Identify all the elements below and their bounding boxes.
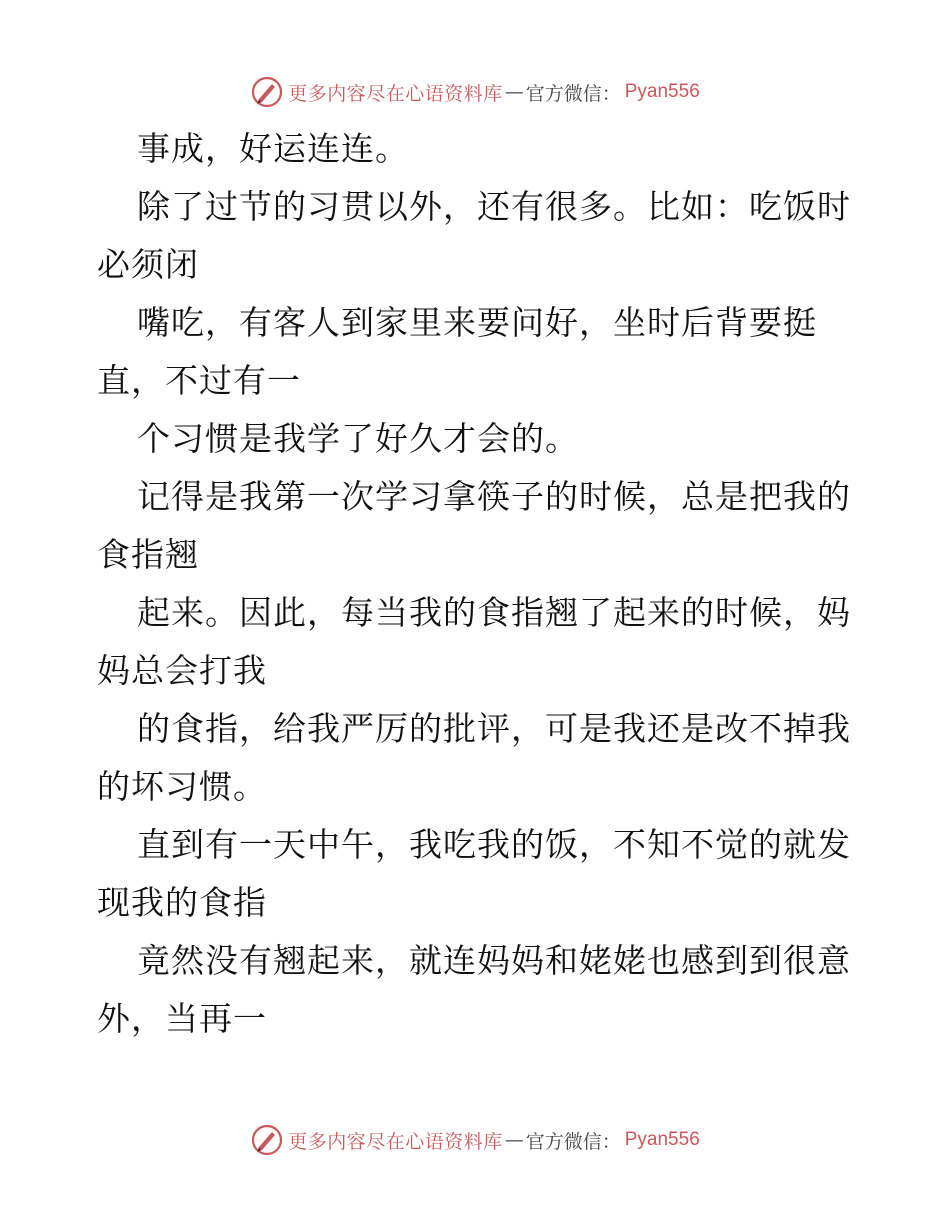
watermark-dash: — bbox=[504, 81, 524, 103]
text-line: 必须闭 bbox=[97, 245, 199, 284]
header-watermark bbox=[0, 72, 950, 112]
text-line: 妈总会打我 bbox=[97, 651, 267, 690]
text-line: 记得是我第一次学习拿筷子的时候，总是把我的 bbox=[137, 477, 851, 516]
text-line: 竟然没有翘起来，就连妈妈和姥姥也感到到很意 bbox=[137, 941, 851, 980]
text-line: 起来。因此，每当我的食指翘了起来的时候，妈 bbox=[137, 593, 851, 632]
watermark-wechat-label: 官方微信： bbox=[525, 82, 621, 105]
pen-logo-icon bbox=[250, 75, 284, 109]
document-body bbox=[97, 120, 857, 1048]
watermark-wechat-id: Pyan556 bbox=[624, 81, 700, 102]
text-line: 事成，好运连连。 bbox=[137, 129, 409, 168]
watermark-wechat-id: Pyan556 bbox=[624, 1129, 700, 1150]
watermark-wechat-label: 官方微信： bbox=[525, 1130, 621, 1153]
text-line: 外，当再一 bbox=[97, 999, 267, 1038]
footer-watermark bbox=[0, 1120, 950, 1160]
text-line: 的食指，给我严厉的批评，可是我还是改不掉我 bbox=[137, 709, 851, 748]
text-line: 直，不过有一 bbox=[97, 361, 301, 400]
text-line: 个习惯是我学了好久才会的。 bbox=[137, 419, 579, 458]
text-line: 的坏习惯。 bbox=[97, 767, 267, 806]
watermark-dash: — bbox=[504, 1129, 524, 1151]
pen-logo-icon bbox=[250, 1123, 284, 1157]
text-line: 直到有一天中午，我吃我的饭，不知不觉的就发 bbox=[137, 825, 851, 864]
text-line: 除了过节的习贯以外，还有很多。比如：吃饭时 bbox=[137, 187, 851, 226]
text-line: 现我的食指 bbox=[97, 883, 267, 922]
watermark-site-text: 更多内容尽在心语资料库 bbox=[288, 82, 503, 105]
text-line: 嘴吃，有客人到家里来要问好，坐时后背要挺 bbox=[137, 303, 817, 342]
text-line: 食指翘 bbox=[97, 535, 199, 574]
watermark-site-text: 更多内容尽在心语资料库 bbox=[288, 1130, 503, 1153]
